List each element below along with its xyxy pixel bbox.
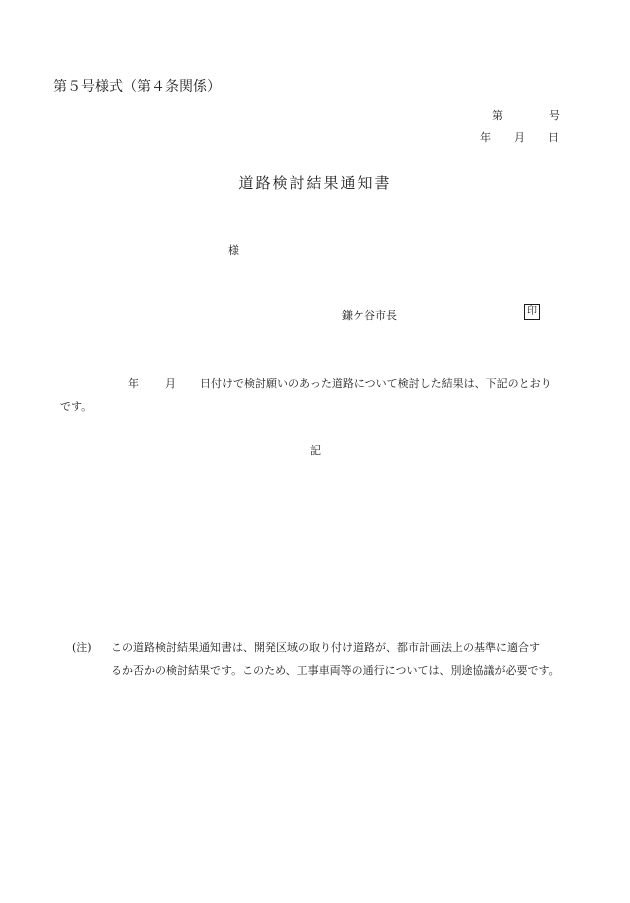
body-text-1: 日付けで検討願いのあった道路について検討した結果は、下記のとおり — [200, 377, 552, 390]
note-line-2: るか否かの検討結果です。このため、工事車両等の通行については、別途協議が必要です。 — [111, 664, 560, 677]
body-line-1 — [60, 372, 560, 395]
note-text-1: この道路検討結果通知書は、開発区域の取り付け道路が、都市計画法上の基準に適合す — [111, 641, 540, 654]
body-year: 年 — [128, 377, 139, 390]
body-month: 月 — [165, 377, 176, 390]
issuer-name: 鎌ケ谷市長 — [342, 309, 397, 322]
recipient-suffix: 様 — [228, 244, 239, 257]
body-line-2: です。 — [60, 400, 93, 413]
doc-number-suffix: 号 — [549, 109, 560, 122]
document-title: 道路検討結果通知書 — [238, 174, 392, 192]
date-day: 日 — [548, 131, 559, 144]
date-year: 年 — [480, 131, 491, 144]
seal-mark: 印 — [524, 304, 540, 320]
body-text — [60, 372, 560, 418]
form-label: 第５号様式（第４条関係） — [53, 79, 221, 95]
note-label: (注) — [72, 641, 92, 654]
doc-number-prefix: 第 — [492, 109, 503, 122]
ki-mark: 記 — [310, 444, 321, 457]
note-line-1 — [72, 636, 572, 659]
date-month: 月 — [514, 131, 525, 144]
note — [72, 636, 572, 682]
